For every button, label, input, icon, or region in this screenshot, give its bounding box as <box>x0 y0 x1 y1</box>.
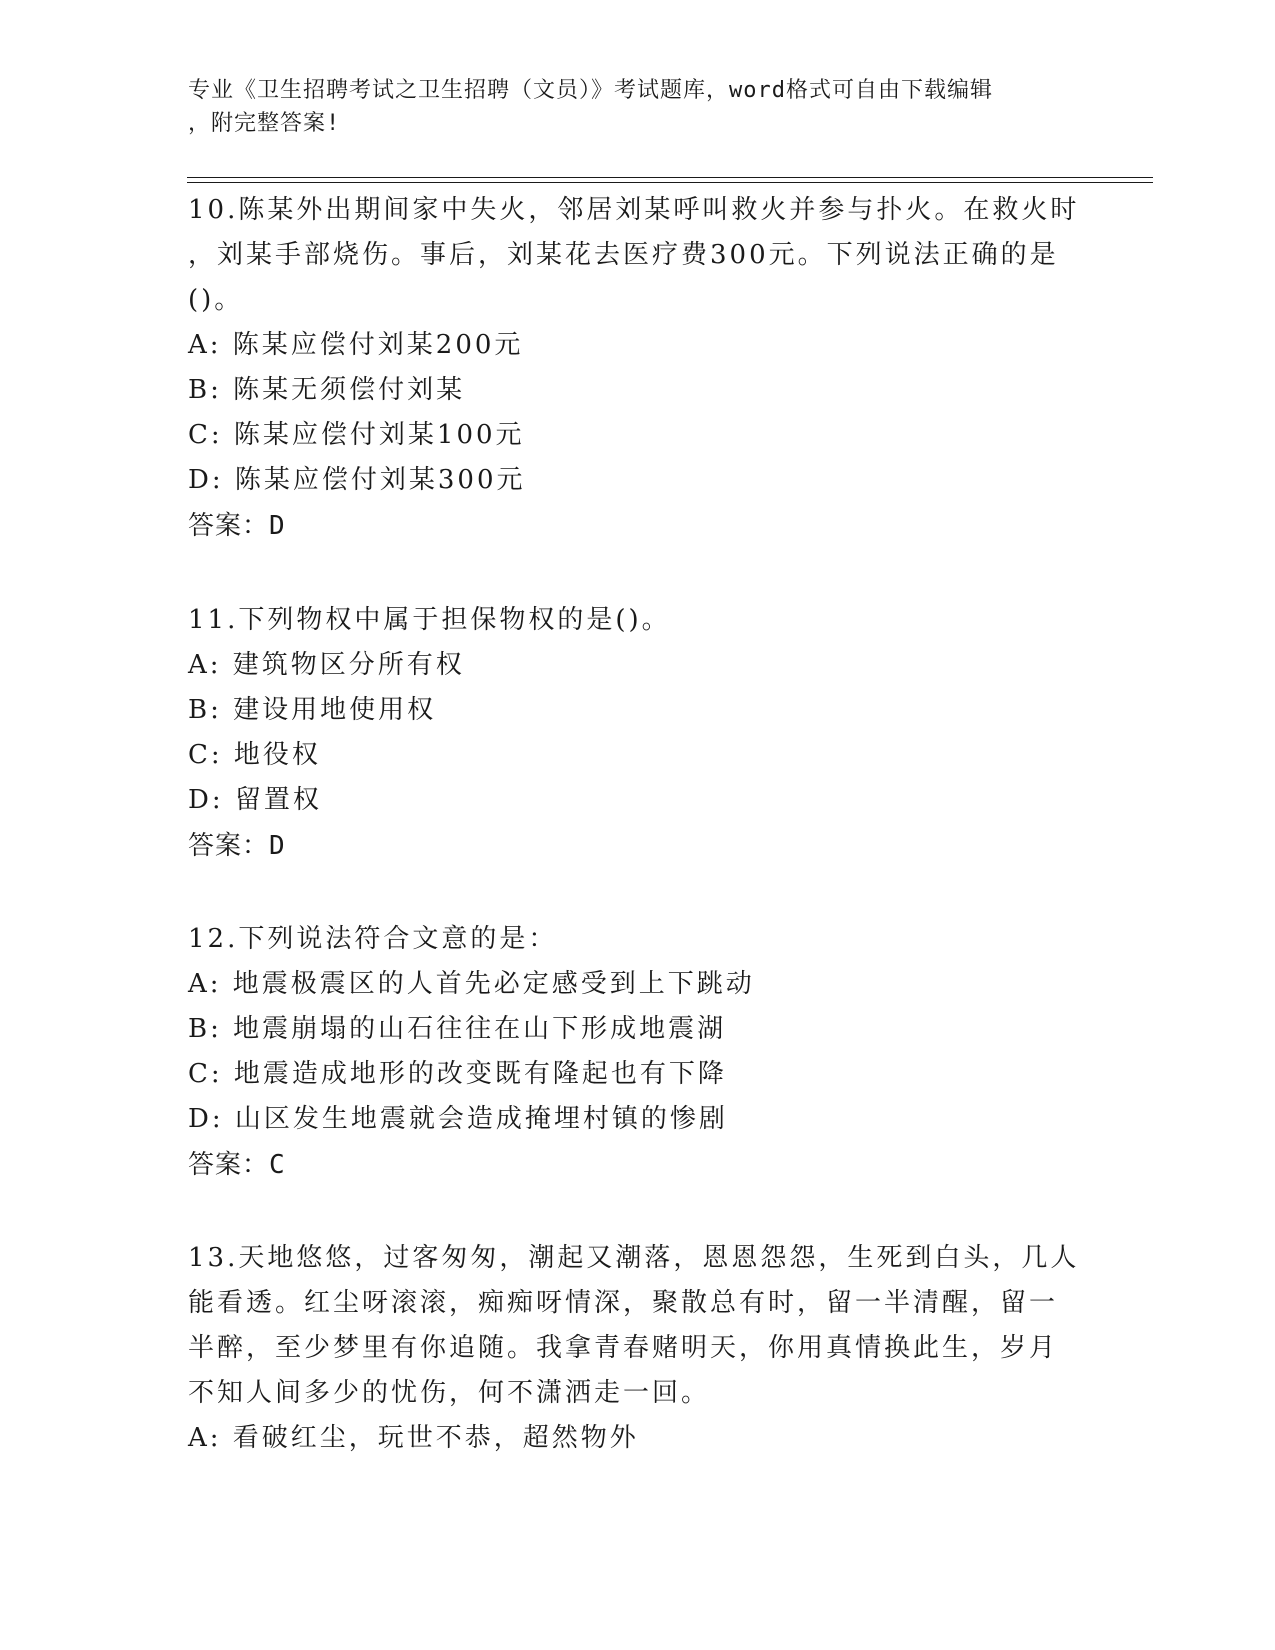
question-stem <box>188 917 1088 962</box>
stem-line: 13.天地悠悠，过客匆匆，潮起又潮落，恩恩怨怨，生死到白头，几人 <box>188 1243 1080 1273</box>
question-stem <box>188 188 1088 323</box>
header-divider-top <box>187 177 1153 178</box>
question-12 <box>188 917 1088 1188</box>
option-a: A: 建筑物区分所有权 <box>188 650 465 680</box>
header-line-1: 专业《卫生招聘考试之卫生招聘（文员）》考试题库，word格式可自由下载编辑 <box>188 78 993 103</box>
option-d: D: 山区发生地震就会造成掩埋村镇的惨剧 <box>188 1104 728 1134</box>
question-13 <box>188 1236 1088 1461</box>
stem-line: 11.下列物权中属于担保物权的是()。 <box>188 605 671 635</box>
stem-line: ，刘某手部烧伤。事后，刘某花去医疗费300元。下列说法正确的是 <box>188 240 1059 270</box>
option-a: A: 地震极震区的人首先必定感受到上下跳动 <box>188 969 755 999</box>
stem-line: 半醉，至少梦里有你追随。我拿青春赌明天，你用真情换此生，岁月 <box>188 1333 1059 1363</box>
stem-line: 能看透。红尘呀滚滚，痴痴呀情深，聚散总有时，留一半清醒，留一 <box>188 1288 1059 1318</box>
question-10 <box>188 188 1088 549</box>
question-stem <box>188 598 1088 643</box>
answer-key: 答案：C <box>188 1150 286 1180</box>
option-d: D: 陈某应偿付刘某300元 <box>188 465 526 495</box>
header-line-2: ，附完整答案! <box>188 111 341 136</box>
option-d: D: 留置权 <box>188 785 322 815</box>
option-a: A: 陈某应偿付刘某200元 <box>188 330 524 360</box>
question-11 <box>188 598 1088 869</box>
stem-line: 不知人间多少的忧伤，何不潇洒走一回。 <box>188 1378 711 1408</box>
option-c: C: 地役权 <box>188 740 321 770</box>
answer-key: 答案：D <box>188 831 286 861</box>
stem-line: 10.陈某外出期间家中失火，邻居刘某呼叫救火并参与扑火。在救火时 <box>188 195 1080 225</box>
header-divider-bottom <box>187 182 1153 183</box>
option-c: C: 地震造成地形的改变既有隆起也有下降 <box>188 1059 727 1089</box>
option-c: C: 陈某应偿付刘某100元 <box>188 420 525 450</box>
option-a: A: 看破红尘，玩世不恭，超然物外 <box>188 1423 639 1453</box>
stem-line: ()。 <box>188 285 244 315</box>
question-stem <box>188 1236 1088 1416</box>
stem-line: 12.下列说法符合文意的是： <box>188 924 558 954</box>
answer-key: 答案：D <box>188 511 286 541</box>
option-b: B: 建设用地使用权 <box>188 695 437 725</box>
option-b: B: 地震崩塌的山石往往在山下形成地震湖 <box>188 1014 727 1044</box>
option-b: B: 陈某无须偿付刘某 <box>188 375 466 405</box>
document-header <box>188 74 1088 140</box>
